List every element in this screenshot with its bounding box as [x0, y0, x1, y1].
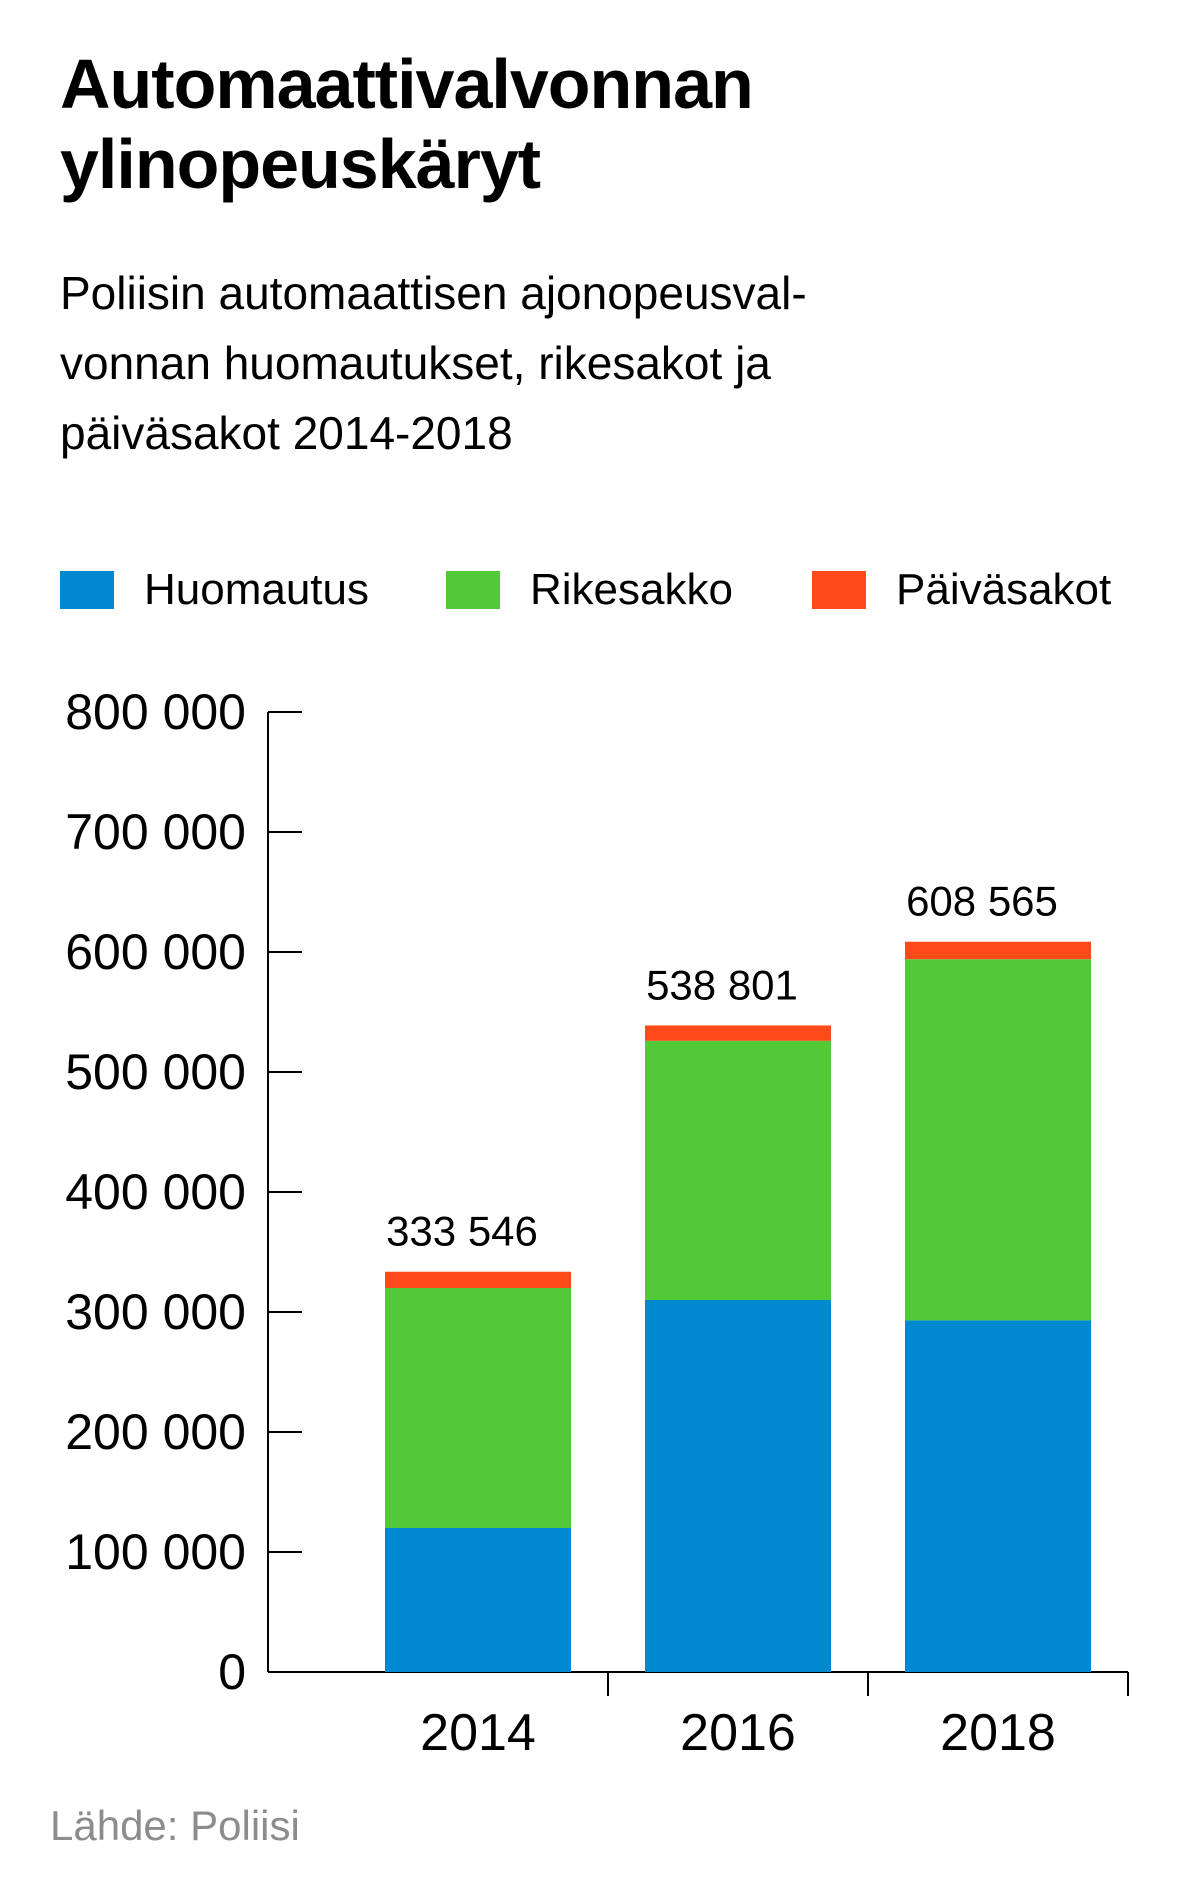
bar-total-label: 608 565	[906, 877, 1058, 925]
y-tick-label: 300 000	[65, 1284, 246, 1340]
bar-segment-rikesakko-2018	[905, 959, 1091, 1320]
y-tick-label: 200 000	[65, 1404, 246, 1460]
bar-total-label: 333 546	[386, 1207, 538, 1255]
y-tick-label: 100 000	[65, 1524, 246, 1580]
legend-label-rikesakko: Rikesakko	[530, 565, 733, 614]
y-tick-label: 0	[218, 1644, 246, 1700]
bar-segment-paivasakot-2018	[905, 942, 1091, 959]
bar-total-label: 538 801	[646, 961, 798, 1009]
legend-label-huomautus: Huomautus	[144, 565, 370, 614]
x-tick-label: 2018	[940, 1704, 1056, 1762]
y-tick-label: 400 000	[65, 1164, 246, 1220]
source-note: Lähde: Poliisi	[50, 1802, 300, 1849]
chart-subtitle-line-2: vonnan huomautukset, rikesakot ja	[60, 337, 771, 389]
chart-subtitle-line-3: päiväsakot 2014-2018	[60, 407, 513, 459]
chart-subtitle-line-1: Poliisin automaattisen ajonopeusval-	[60, 267, 807, 319]
x-tick-label: 2016	[680, 1704, 796, 1762]
x-tick-label: 2014	[420, 1704, 536, 1762]
bar-segment-rikesakko-2014	[385, 1288, 571, 1528]
bar-segment-huomautus-2018	[905, 1320, 1091, 1672]
chart-title-line-1: Automaattivalvonnan	[60, 45, 753, 123]
y-tick-label: 700 000	[65, 804, 246, 860]
legend-label-paivasakot: Päiväsakot	[896, 565, 1112, 614]
y-tick-label: 600 000	[65, 924, 246, 980]
chart-title-line-2: ylinopeuskäryt	[60, 125, 541, 203]
y-tick-label: 800 000	[65, 684, 246, 740]
y-tick-label: 500 000	[65, 1044, 246, 1100]
bar-segment-paivasakot-2014	[385, 1272, 571, 1288]
bar-segment-paivasakot-2016	[645, 1025, 831, 1040]
bar-segment-huomautus-2016	[645, 1300, 831, 1672]
bar-segment-rikesakko-2016	[645, 1041, 831, 1300]
bar-segment-huomautus-2014	[385, 1528, 571, 1672]
